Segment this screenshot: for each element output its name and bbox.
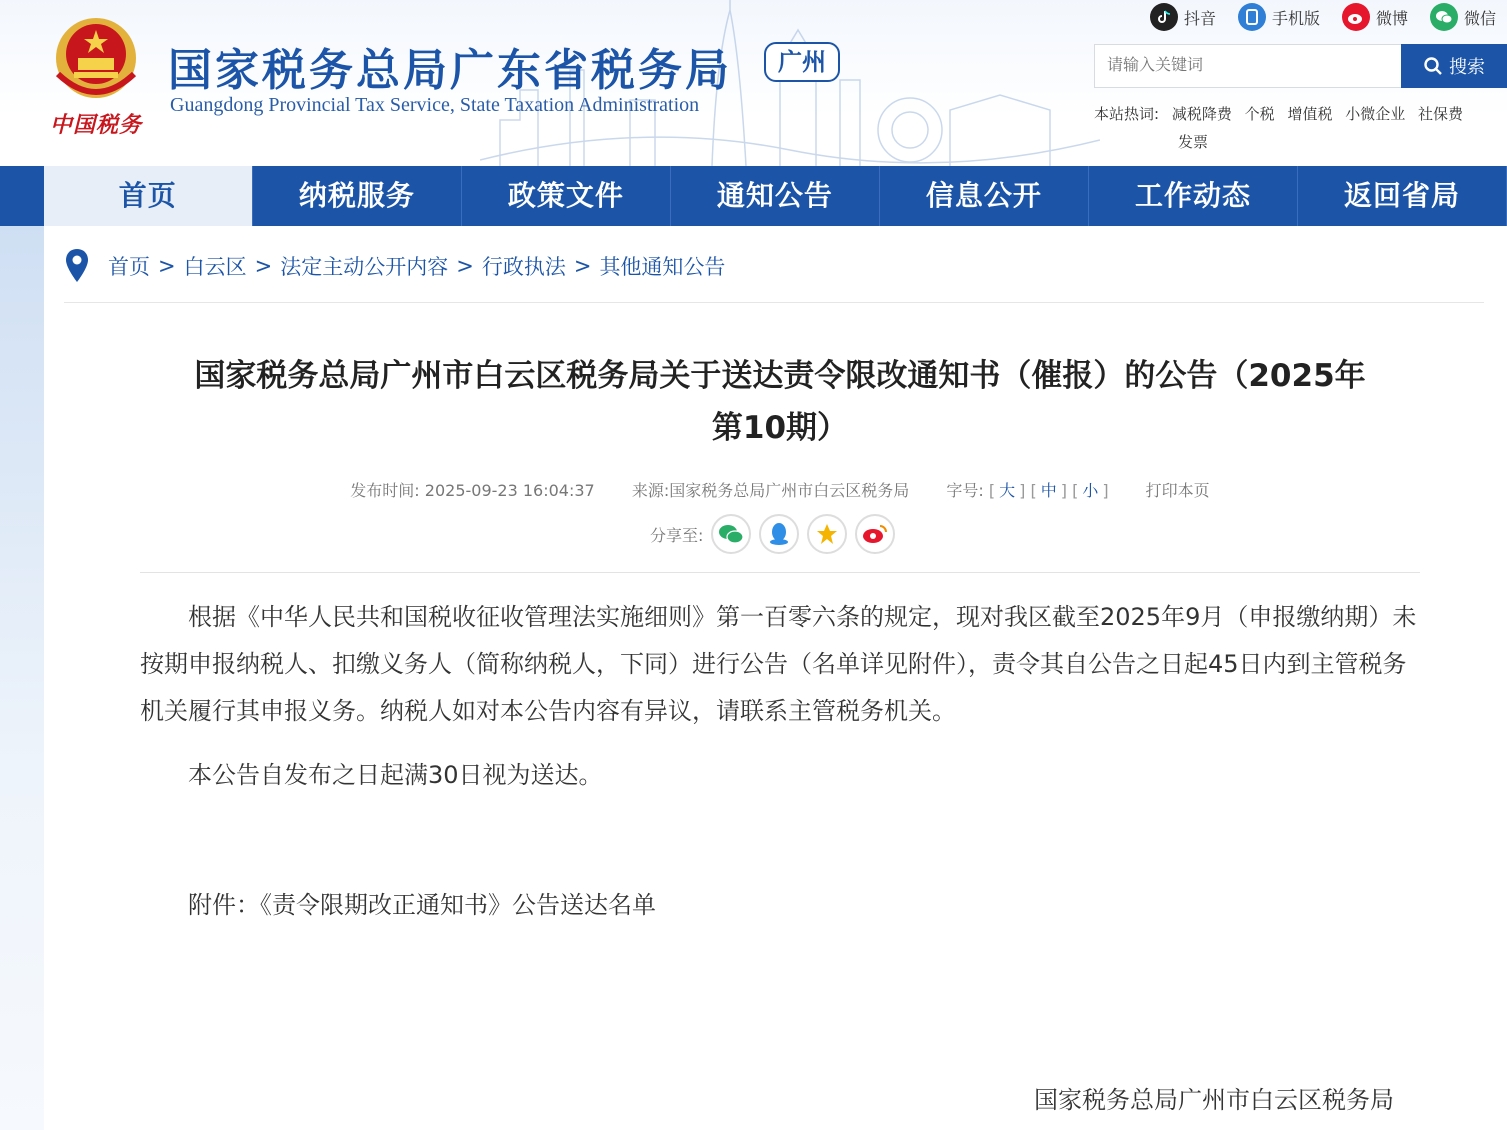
- top-link-wechat[interactable]: [1430, 2, 1496, 32]
- nav-item-policy[interactable]: 政策文件: [462, 166, 671, 226]
- breadcrumb-item[interactable]: 其他通知公告: [599, 255, 726, 279]
- wechat-icon: [1430, 3, 1458, 31]
- qq-share-icon[interactable]: [759, 514, 799, 554]
- top-link-weibo[interactable]: [1342, 2, 1408, 32]
- left-decorative-strip: [0, 226, 44, 1130]
- print-button[interactable]: 打印本页: [1145, 481, 1210, 500]
- publish-info: [350, 481, 594, 500]
- font-size-label: 字号:: [946, 481, 984, 500]
- search-icon: [1423, 56, 1443, 76]
- douyin-icon: [1150, 3, 1178, 31]
- nav-item-home[interactable]: 首页: [44, 166, 253, 226]
- top-link-label: 手机版: [1272, 8, 1321, 28]
- article-title-line: 国家税务总局广州市白云区税务局关于送达责令限改通知书（催报）的公告（2025年: [194, 358, 1366, 394]
- search-input[interactable]: [1094, 44, 1401, 88]
- hot-words-label: 本站热词:: [1094, 105, 1160, 123]
- article-body: [140, 594, 1422, 929]
- top-link-label: 抖音: [1184, 8, 1217, 28]
- breadcrumb-item[interactable]: 白云区: [183, 255, 247, 279]
- site-subtitle: Guangdong Provincial Tax Service, State Taxation Administration: [170, 94, 700, 116]
- top-link-label: 微信: [1464, 8, 1497, 28]
- brush-calligraphy-logo: 中国税务: [50, 112, 143, 138]
- article-signature: 国家税务总局广州市白云区税务局: [1034, 1086, 1394, 1114]
- article-title-line: 第10期）: [711, 410, 849, 446]
- search-button-label: 搜索: [1449, 57, 1485, 77]
- wechat-share-icon[interactable]: [711, 514, 751, 554]
- hot-word[interactable]: 减税降费: [1171, 105, 1232, 123]
- share-label: 分享至:: [650, 525, 704, 545]
- top-links: [1150, 2, 1496, 32]
- source-info: [632, 481, 909, 500]
- site-title[interactable]: 国家税务总局广东省税务局: [168, 45, 732, 96]
- breadcrumb-separator: >: [573, 254, 592, 278]
- attachment-link[interactable]: 附件：《责令限期改正通知书》公告送达名单: [188, 891, 656, 919]
- publish-time: 2025-09-23 16:04:37: [424, 481, 595, 500]
- location-pin-icon: [64, 248, 90, 284]
- breadcrumb-item[interactable]: 首页: [108, 255, 150, 279]
- breadcrumb-item[interactable]: 行政执法: [481, 255, 566, 279]
- divider: [140, 572, 1420, 573]
- hot-word[interactable]: 个税: [1244, 105, 1275, 123]
- top-link-mobile[interactable]: [1238, 2, 1320, 32]
- hot-word[interactable]: 社保费: [1418, 105, 1464, 123]
- top-link-douyin[interactable]: [1150, 2, 1216, 32]
- source-value: 国家税务总局广州市白云区税务局: [669, 481, 910, 500]
- publish-label: 发布时间:: [350, 481, 420, 500]
- search-bar: [1094, 44, 1507, 88]
- font-size-medium-button[interactable]: 中: [1040, 481, 1057, 500]
- top-link-label: 微博: [1376, 8, 1409, 28]
- breadcrumb-item[interactable]: 法定主动公开内容: [280, 255, 449, 279]
- nav-item-work-news[interactable]: 工作动态: [1089, 166, 1298, 226]
- nav-spacer: [0, 166, 44, 226]
- article-paragraph: 根据《中华人民共和国税收征收管理法实施细则》第一百零六条的规定，现对我区截至2025年9月（申报缴纳期）未按期申报纳税人、扣缴义务人（简称纳税人，下同）进行公告（名单详见附件），责令其自公告之日起45日内到主管税务机关履行其申报义务。纳税人如对本公告内容有异议，请联系主管税务机关。: [140, 603, 1417, 725]
- divider: [64, 302, 1484, 303]
- breadcrumb-separator: >: [456, 254, 474, 278]
- site-header: [0, 0, 1507, 166]
- article-title: [140, 350, 1420, 454]
- hot-word[interactable]: 发票: [1178, 133, 1209, 151]
- breadcrumb-separator: >: [158, 254, 176, 278]
- mobile-icon: [1238, 3, 1266, 31]
- font-size-large-button[interactable]: 大: [999, 481, 1016, 500]
- weibo-icon: [1342, 3, 1370, 31]
- article-paragraph: 本公告自发布之日起满30日视为送达。: [188, 761, 603, 789]
- font-size-small-button[interactable]: 小: [1082, 481, 1099, 500]
- city-badge: 广州: [764, 42, 840, 82]
- main-nav: [0, 166, 1507, 226]
- nav-item-back-province[interactable]: 返回省局: [1298, 166, 1507, 226]
- national-emblem-logo: [48, 14, 144, 106]
- share-bar: [650, 512, 895, 556]
- nav-item-info-disclosure[interactable]: 信息公开: [880, 166, 1089, 226]
- hot-words: [1094, 100, 1494, 156]
- breadcrumb-separator: >: [254, 254, 273, 278]
- breadcrumb: [64, 246, 725, 286]
- search-button[interactable]: [1401, 44, 1507, 88]
- weibo-share-icon[interactable]: [855, 514, 895, 554]
- source-label: 来源:: [631, 481, 670, 500]
- nav-item-notices[interactable]: 通知公告: [671, 166, 880, 226]
- hot-word[interactable]: 增值税: [1287, 105, 1333, 123]
- article-meta: [140, 478, 1420, 501]
- font-size-switch: 字号: [ 大 ] [ 中 ] [ 小 ]: [946, 481, 1109, 500]
- hot-word[interactable]: 小微企业: [1345, 105, 1406, 123]
- nav-item-tax-service[interactable]: 纳税服务: [253, 166, 462, 226]
- qzone-share-icon[interactable]: [807, 514, 847, 554]
